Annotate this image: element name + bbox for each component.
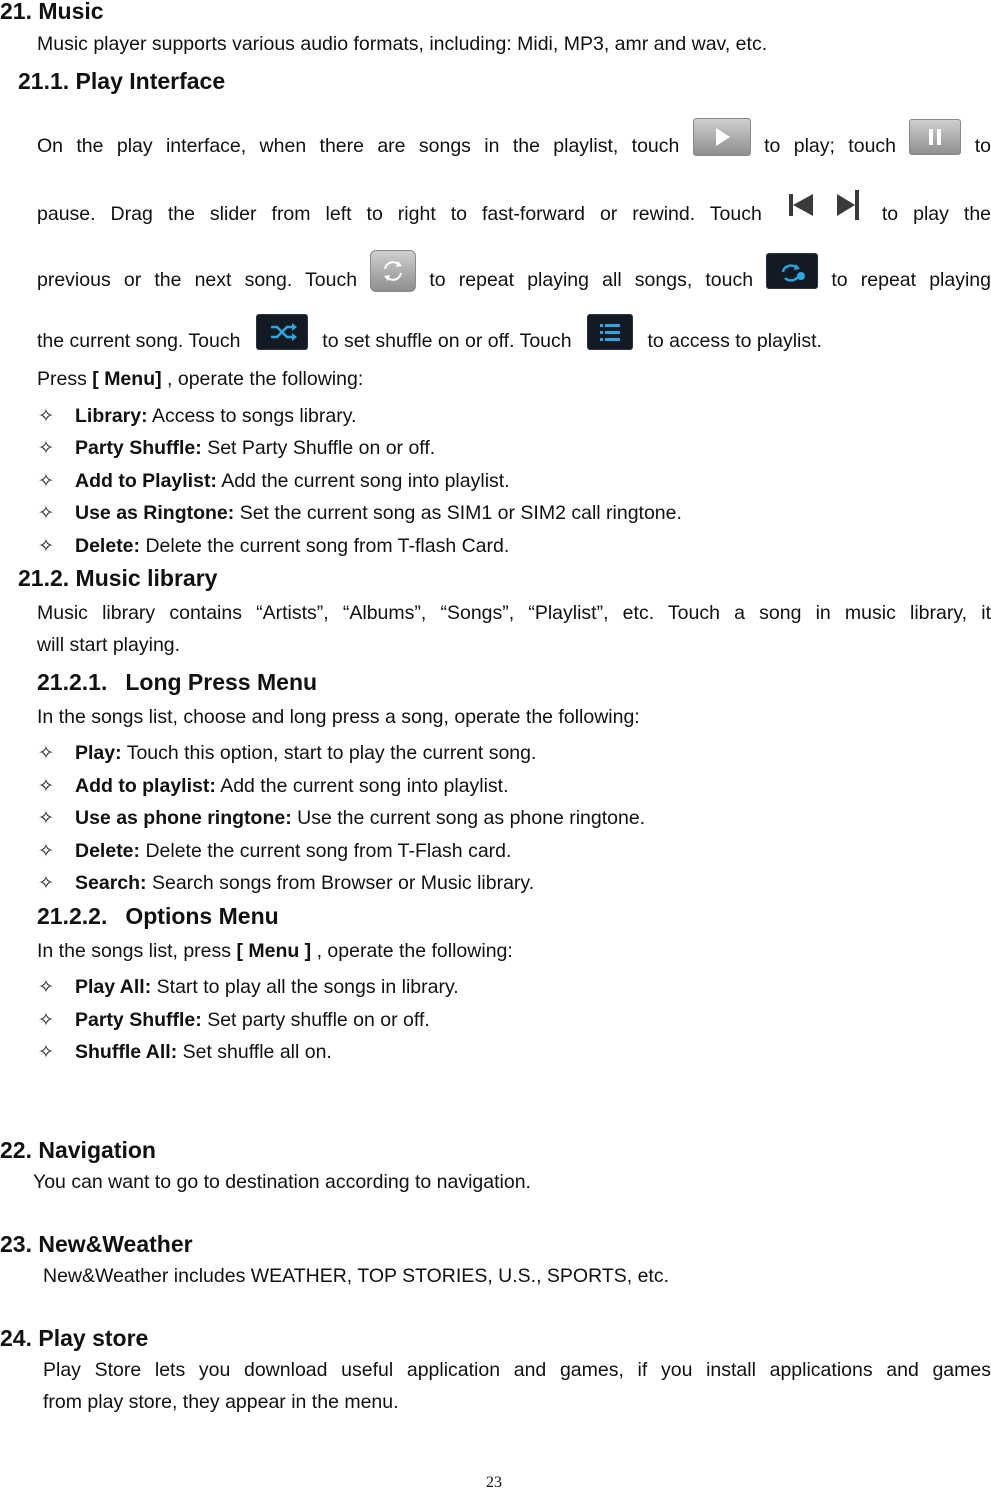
playstore-line-2: from play store, they appear in the menu. (43, 1391, 399, 1413)
pause-icon (909, 119, 961, 155)
play-line-4-b: to set shuffle on or off. Touch (322, 330, 572, 353)
next-icon (837, 190, 859, 220)
repeat-one-icon (766, 253, 818, 289)
library-line-1: Music library contains “Artists”, “Albums”, “Songs”, “Playlist”, etc. Touch a song in music library, it (37, 602, 991, 624)
press-menu-c: , operate the following: (167, 368, 364, 390)
item-text: Set the current song as SIM1 or SIM2 call ringtone. (239, 502, 682, 524)
press-menu-a: Press (37, 368, 87, 390)
bullet-icon: ✧ (38, 503, 54, 524)
options-intro-key: [ Menu ] (236, 940, 312, 962)
section-22-heading: 22. Navigation (0, 1137, 156, 1163)
item-text: Delete the current song from T-flash Card. (145, 535, 510, 557)
playlist-icon (587, 314, 633, 350)
play-line-4-a: the current song. Touch (37, 330, 241, 353)
menu-item-library (75, 405, 356, 428)
play-line-3-b: to repeat playing all songs, touch (429, 269, 754, 292)
playstore-line-1: Play Store lets you download useful application and games, if you install applications and games (43, 1359, 991, 1381)
shuffle-icon (256, 314, 308, 350)
heading-number: 21.2.1. (37, 669, 108, 695)
long-press-item-delete (75, 840, 511, 863)
section-21-1-heading: 21.1. Play Interface (18, 68, 226, 94)
heading-number: 21.2.2. (37, 903, 108, 929)
play-line-4-c: to access to playlist. (647, 330, 822, 353)
long-press-item-play (75, 742, 536, 765)
play-line-1 (37, 128, 991, 166)
long-press-item-ringtone (75, 807, 645, 830)
long-press-item-search (75, 872, 534, 895)
item-label: Use as Ringtone: (75, 502, 235, 524)
bullet-icon: ✧ (38, 743, 54, 764)
item-text: Search songs from Browser or Music library. (151, 872, 535, 894)
section-21-2-2-heading (37, 903, 279, 930)
bullet-icon: ✧ (38, 406, 54, 427)
play-icon (693, 118, 751, 156)
play-line-4 (37, 324, 822, 360)
item-text: Delete the current song from T-Flash card. (145, 840, 512, 862)
play-line-2-a: pause. Drag the slider from left to right to fast-forward or rewind. Touch (37, 203, 762, 226)
heading-text: Options Menu (125, 903, 279, 929)
item-label: Play All: (75, 976, 152, 998)
item-label: Add to playlist: (75, 775, 216, 797)
item-text: Touch this option, start to play the current song. (126, 742, 537, 764)
menu-item-use-as-ringtone (75, 502, 682, 525)
page-number: 23 (486, 1474, 502, 1491)
item-label: Search: (75, 872, 147, 894)
options-intro-a: In the songs list, press (37, 940, 232, 962)
play-line-3 (37, 260, 991, 302)
weather-text: New&Weather includes WEATHER, TOP STORIES, U.S., SPORTS, etc. (43, 1265, 670, 1287)
heading-text: Long Press Menu (125, 669, 318, 695)
bullet-icon: ✧ (38, 438, 54, 459)
play-line-1-b: to play; touch (764, 135, 897, 158)
options-item-play-all (75, 976, 459, 999)
item-label: Shuffle All: (75, 1041, 178, 1063)
bullet-icon: ✧ (38, 1010, 54, 1031)
play-line-3-a: previous or the next song. Touch (37, 269, 358, 292)
item-label: Delete: (75, 535, 141, 557)
options-intro (37, 940, 513, 963)
options-item-shuffle-all (75, 1041, 332, 1064)
item-text: Access to songs library. (151, 405, 357, 427)
item-text: Set shuffle all on. (182, 1041, 332, 1063)
section-21-2-heading: 21.2. Music library (18, 565, 218, 591)
options-intro-c: , operate the following: (316, 940, 513, 962)
play-line-3-c: to repeat playing (831, 269, 991, 292)
item-text: Start to play all the songs in library. (156, 976, 459, 998)
options-item-party-shuffle (75, 1009, 430, 1032)
item-text: Add the current song into playlist. (220, 775, 509, 797)
item-label: Delete: (75, 840, 141, 862)
item-text: Set party shuffle on or off. (207, 1009, 430, 1031)
play-line-2-b: to play the (881, 203, 991, 226)
play-line-1-a: On the play interface, when there are songs in the playlist, touch (37, 135, 680, 158)
bullet-icon: ✧ (38, 841, 54, 862)
play-line-2 (37, 200, 991, 230)
bullet-icon: ✧ (38, 808, 54, 829)
previous-icon (789, 194, 813, 216)
repeat-all-icon (370, 250, 416, 292)
play-line-1-c: to (974, 135, 991, 158)
library-line-2: will start playing. (37, 634, 181, 656)
bullet-icon: ✧ (38, 1042, 54, 1063)
previous-next-icons (777, 190, 867, 220)
item-label: Party Shuffle: (75, 437, 202, 459)
menu-item-add-to-playlist (75, 470, 510, 493)
section-21-2-1-heading (37, 669, 317, 696)
item-label: Use as phone ringtone: (75, 807, 292, 829)
item-text: Use the current song as phone ringtone. (297, 807, 646, 829)
bullet-icon: ✧ (38, 536, 54, 557)
bullet-icon: ✧ (38, 873, 54, 894)
section-21-heading: 21. Music (0, 0, 104, 24)
long-press-intro: In the songs list, choose and long press a song, operate the following: (37, 706, 640, 728)
section-24-heading: 24. Play store (0, 1325, 149, 1351)
music-intro: Music player supports various audio formats, including: Midi, MP3, amr and wav, etc. (37, 33, 768, 55)
item-label: Library: (75, 405, 148, 427)
item-text: Add the current song into playlist. (221, 470, 510, 492)
bullet-icon: ✧ (38, 977, 54, 998)
bullet-icon: ✧ (38, 776, 54, 797)
item-label: Add to Playlist: (75, 470, 217, 492)
bullet-icon: ✧ (38, 471, 54, 492)
navigation-text: You can want to go to destination according to navigation. (33, 1171, 531, 1193)
item-label: Party Shuffle: (75, 1009, 202, 1031)
press-menu-line (37, 368, 363, 391)
item-label: Play: (75, 742, 122, 764)
menu-item-party-shuffle (75, 437, 435, 460)
item-text: Set Party Shuffle on or off. (207, 437, 436, 459)
long-press-item-add-to-playlist (75, 775, 509, 798)
menu-item-delete (75, 535, 509, 558)
section-23-heading: 23. New&Weather (0, 1231, 193, 1257)
press-menu-key: [ Menu] (92, 368, 162, 390)
